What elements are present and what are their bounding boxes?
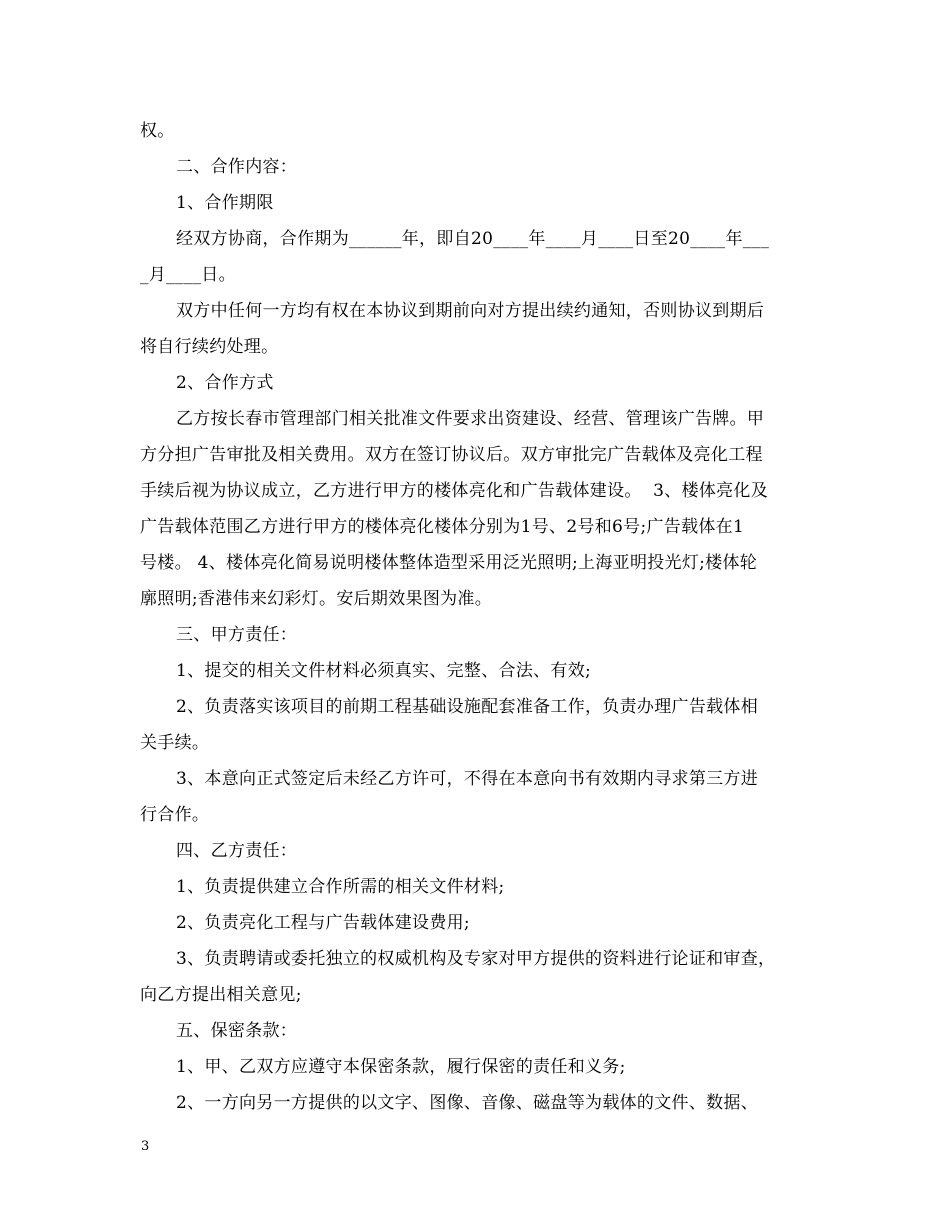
- text-line: 关手续。: [140, 733, 210, 753]
- text-line: 2、一方向另一方提供的以文字、图像、音像、磁盘等为载体的文件、数据、: [176, 1093, 759, 1113]
- text-line: 2、负责落实该项目的前期工程基础设施配套准备工作，负责办理广告载体相: [176, 697, 759, 717]
- section-heading: 三、甲方责任：: [176, 625, 298, 645]
- text-line: _月____日。: [140, 265, 236, 285]
- subsection-heading: 2、合作方式: [176, 373, 274, 393]
- text-line: 1、提交的相关文件材料必须真实、完整、合法、有效;: [176, 661, 592, 681]
- text-line: 1、负责提供建立合作所需的相关文件材料;: [176, 877, 505, 897]
- text-line: 3、本意向正式签定后未经乙方许可，不得在本意向书有效期内寻求第三方进: [176, 769, 759, 789]
- section-heading: 四、乙方责任：: [176, 841, 298, 861]
- text-line: 广告载体范围乙方进行甲方的楼体亮化楼体分别为1号、2号和6号;广告载体在1: [140, 517, 745, 537]
- text-line: 权。: [140, 121, 175, 141]
- text-line: 双方中任何一方均有权在本协议到期前向对方提出续约通知，否则协议到期后: [176, 301, 765, 321]
- text-line: 将自行续约处理。: [140, 337, 279, 357]
- section-heading: 二、合作内容：: [176, 157, 298, 177]
- text-line: 行合作。: [140, 805, 210, 825]
- text-line: 1、甲、乙双方应遵守本保密条款，履行保密的责任和义务;: [176, 1057, 626, 1077]
- text-line: 号楼。 4、楼体亮化简易说明楼体整体造型采用泛光照明;上海亚明投光灯;楼体轮: [140, 553, 758, 573]
- text-line: 经双方协商，合作期为______年，即自20____年____月____日至20____年___: [176, 229, 770, 249]
- text-line: 2、负责亮化工程与广告载体建设费用;: [176, 913, 470, 933]
- text-line: 廓照明;香港伟来幻彩灯。安后期效果图为准。: [140, 589, 493, 609]
- text-line: 向乙方提出相关意见;: [140, 985, 302, 1005]
- section-heading: 五、保密条款：: [176, 1021, 298, 1041]
- text-line: 3、负责聘请或委托独立的权威机构及专家对甲方提供的资料进行论证和审查，: [176, 949, 776, 969]
- subsection-heading: 1、合作期限: [176, 193, 274, 213]
- text-line: 方分担广告审批及相关费用。双方在签订协议后。双方审批完广告载体及亮化工程: [140, 445, 763, 465]
- page-number: 3: [141, 1139, 150, 1154]
- text-line: 乙方按长春市管理部门相关批准文件要求出资建设、经营、管理该广告牌。甲: [176, 409, 765, 429]
- text-line: 手续后视为协议成立，乙方进行甲方的楼体亮化和广告载体建设。 3、楼体亮化及: [140, 481, 769, 501]
